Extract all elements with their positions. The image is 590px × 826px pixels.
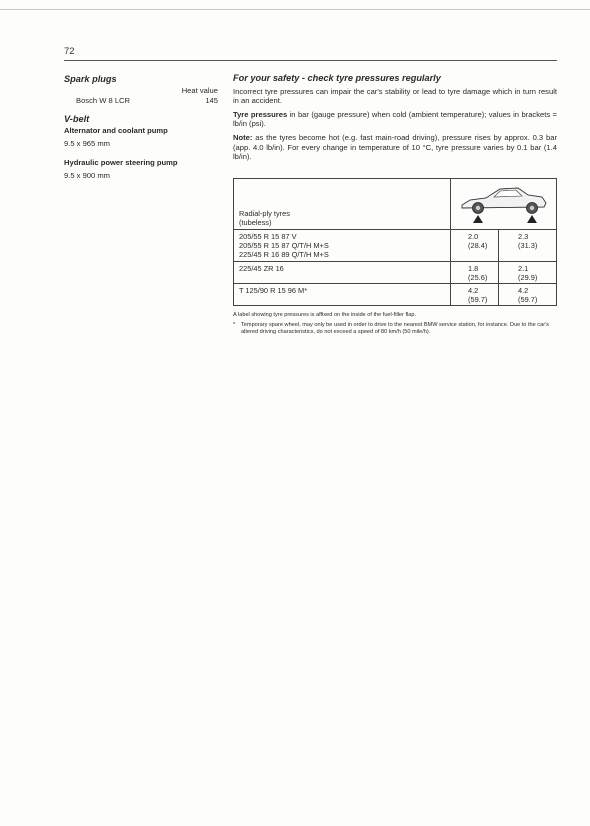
table-header <box>239 209 290 227</box>
front-bar: 2.0 <box>468 232 479 241</box>
paragraph-tyre-pressures <box>233 110 557 129</box>
radial-ply-label: Radial-ply tyres <box>239 209 290 218</box>
page-number: 72 <box>64 46 75 57</box>
footnote-text: Temporary spare wheel, may only be used in order to drive to the nearest BMW service station, for instance. Due to the car's altered driving characteristics, do not exceed a speed of 80 km/h (50 mile/h). <box>241 322 549 335</box>
tyre-size: 205/55 R 15 87 V <box>239 232 297 241</box>
paragraph-stability: Incorrect tyre pressures can impair the car's stability or lead to tyre damage which in turn result in an accident. <box>233 86 557 106</box>
rear-pressure <box>518 264 537 282</box>
tyre-size: 225/45 R 16 89 Q/T/H M+S <box>239 250 329 259</box>
spark-plugs-heading: Spark plugs <box>64 74 117 84</box>
front-pressure <box>468 264 487 282</box>
row-separator <box>234 261 556 262</box>
tyre-size: T 125/90 R 15 96 M* <box>239 286 308 295</box>
front-bar: 4.2 <box>468 286 479 295</box>
right-column <box>233 74 557 166</box>
rear-psi: (29.9) <box>518 273 538 282</box>
tubeless-label: (tubeless) <box>239 218 272 227</box>
rear-pressure <box>518 286 537 304</box>
front-psi: (59.7) <box>468 295 488 304</box>
tyre-pressures-text: in bar (gauge pressure) when cold (ambient temperature); values in brackets = lb/in (psi). <box>233 109 557 129</box>
table-notes <box>233 312 557 336</box>
spark-plug-row <box>64 96 218 106</box>
tyre-pressures-term: Tyre pressures <box>233 109 288 119</box>
heat-value-label: Heat value <box>181 86 218 95</box>
rear-bar: 2.3 <box>518 232 529 241</box>
tyre-pressure-table <box>233 178 557 306</box>
table-row <box>239 264 284 273</box>
rear-bar: 2.1 <box>518 264 529 273</box>
alternator-size: 9.5 x 965 mm <box>64 139 111 148</box>
steering-size: 9.5 x 900 mm <box>64 171 111 180</box>
header-rule <box>64 60 557 61</box>
header-separator <box>234 229 556 230</box>
spark-plug-model: Bosch W 8 LCR <box>76 96 131 105</box>
top-edge-line <box>0 9 590 10</box>
alternator-heading: Alternator and coolant pump <box>64 126 168 135</box>
front-pressure <box>468 286 487 304</box>
column-divider <box>450 179 451 305</box>
car-silhouette-icon <box>456 183 552 225</box>
label-note: A label showing tyre pressures is affixed on the inside of the fuel-filler flap. <box>233 312 417 318</box>
row-separator <box>234 283 556 284</box>
front-pressure <box>468 232 487 250</box>
footnote-marker: * <box>233 322 236 328</box>
front-rear-divider <box>498 229 499 305</box>
left-column <box>64 74 218 181</box>
tyre-size: 225/45 ZR 16 <box>239 264 284 273</box>
rear-pressure <box>518 232 537 250</box>
front-bar: 1.8 <box>468 264 479 273</box>
table-row <box>239 232 329 259</box>
rear-psi: (31.3) <box>518 241 538 250</box>
paragraph-note <box>233 133 557 162</box>
front-psi: (28.4) <box>468 241 488 250</box>
table-row <box>239 286 307 295</box>
heat-value: 145 <box>205 96 218 105</box>
vbelt-heading: V-belt <box>64 114 90 124</box>
note-text: as the tyres become hot (e.g. fast main-road driving), pressure rises by approx. 0.3 bar (app. 4.0 lb/in). For every change in temperature of 10 °C, tyre pressure varies by 0.1 bar (1.4 lb/in). <box>233 132 557 162</box>
rear-psi: (59.7) <box>518 295 538 304</box>
note-term: Note: <box>233 132 253 142</box>
rear-bar: 4.2 <box>518 286 529 295</box>
tyre-size: 205/55 R 15 87 Q/T/H M+S <box>239 241 329 250</box>
front-psi: (25.6) <box>468 273 488 282</box>
footnote <box>233 322 557 336</box>
safety-title: For your safety - check tyre pressures regularly <box>233 73 441 83</box>
steering-heading: Hydraulic power steering pump <box>64 158 178 167</box>
